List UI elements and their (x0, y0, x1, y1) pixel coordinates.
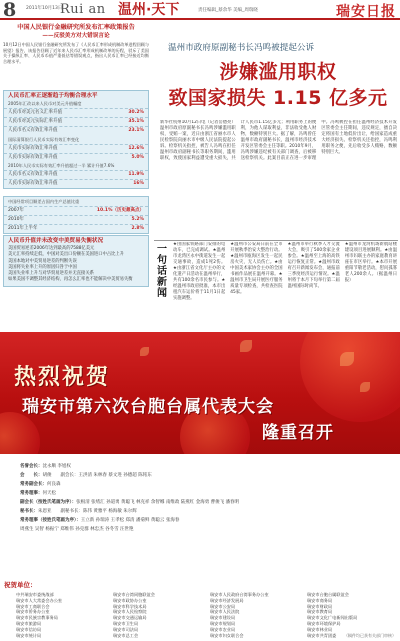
credit-row: 周燕生 吴智 杨振宁 郑维伟 孙克群 林忠杰 谷冬雪 汪世艳 (20, 527, 134, 532)
sponsor-item: 瑞安市人民政府台湾事务办公室 (210, 592, 269, 597)
banner-title: 瑞安市第六次台胞台属代表大会 (22, 397, 274, 417)
sponsors-list (16, 592, 398, 638)
sponsor-item: 瑞安市公安局 (210, 603, 236, 609)
left-column (3, 24, 149, 64)
sponsors-title: 祝贺单位： (4, 581, 37, 589)
decoration-petal (240, 340, 252, 352)
sponsor-item: 瑞安市林业局 (307, 626, 333, 632)
story-body (160, 120, 397, 238)
credit-row: 名誉会长：沈永顺 李旭权 (20, 464, 71, 469)
sponsor-item: 瑞安市人民法院 (210, 609, 240, 615)
brief-news-label: 一句话新闻 (157, 244, 167, 299)
table-row: 人民币实际有效汇率升值 16% (4, 179, 148, 188)
sponsor-item: 瑞安市经济发展局 (210, 597, 244, 603)
decoration-petal (360, 382, 370, 392)
trade-imbalance-box (3, 235, 149, 287)
credit-row: 常务理事（按姓氏笔画为序）：王立新 孙瑞涛 王孝松 郑清 潘菊鲜 黄聪云 张海春 (20, 518, 180, 523)
council-credits (20, 462, 395, 534)
credit-row: 常务理事：何天松 (20, 491, 56, 496)
decoration-petal (340, 352, 354, 366)
sponsor-item: 瑞安市环境保护局 (307, 620, 341, 626)
table1-head: 2005年汇改以来人民币对美元升值幅度 (8, 101, 82, 106)
decoration-circle (0, 412, 40, 454)
headline-line-1: 涉嫌滥用职权 (219, 61, 337, 83)
sponsor-item: 瑞安市工商联合会 (16, 603, 50, 609)
sponsor-item: 瑞安市总工会 (113, 632, 139, 638)
sponsor-item: 瑞安市民族宗教事务局 (16, 615, 58, 621)
table-row: 2010年 5.2% (4, 215, 148, 224)
issue-date: 2011年10月13日 (26, 6, 63, 11)
headline-line-2: 致国家损失 1.15 亿多元 (168, 87, 388, 109)
divider (154, 240, 398, 241)
table1-head2: 国际清算银行人民币实际有效汇率变化 (8, 137, 80, 142)
table1-title: 人民币汇率正逐渐趋于均衡合理水平 (8, 93, 98, 99)
sponsor-item: 中共瑞安市委统战部 (16, 592, 54, 597)
story-text: 新华社杭州10月12日电（记者岳德亮）温州市政府原副秘书长冯鸣涉嫌滥用职权、受贿一案，近日由浙江省丽水市人民检察院向丽水市中级人民法院提起公诉。检察机关指控，被告人冯鸣在担任温州市政府副秘书长等职务期间，滥用职权，致使国家利益遭受重大损失，共计人民币1.15亿多元；利用职务上的便利，为他人谋取利益，非法收受他人财物，数额特别巨大。据了解，冯鸣曾任温州市政府副秘书长，温州市经济技术开发区管委会主任等职。2010年9月，冯鸣涉嫌违纪被有关部门调查，后被移送检察机关。此案目前正在进一步审理中。冯鸣被控在担任温州经济技术开发区管委会主任期间，违反规定，擅自决定将国有土地低价出让，给国家造成重大经济损失。检察机关还指控，冯鸣利用职务之便，先后收受多人贿赂，数额特别巨大。 (160, 120, 397, 161)
sponsor-item: 瑞安市旅游局 (16, 620, 42, 626)
credit-row: 副会长（按姓氏笔画为序）：张根清 张绪汇 孙道勇 黄聪飞 林克祥 余智娜 南维政 陆燕红 金海勇 曹俊飞 潘春明 (20, 500, 240, 505)
table-row: 人民币对美元名义汇率升值 30.2% (4, 108, 148, 117)
table-row: 人民币实际有效汇率升值 12.6% (4, 144, 148, 153)
sponsor-item: 瑞安市农业局 (210, 626, 236, 632)
exchange-rate-table (3, 90, 149, 189)
masthead (0, 0, 400, 20)
brief-column: ★温州市公安局日前在全市开展秋季治安大整治行动。★温州市瓯海区发生一起民房火灾，无人员伤亡。★由中国美术家协会主办的全国书画作品展在温州开幕。★温州市卫生局开展医疗服务质量专项检查，共检查医院45家。 (230, 242, 283, 295)
sponsor-item: 瑞安市商务局 (307, 597, 333, 603)
list-item: 美元汇率持续走低，中国对美出口份额在美国进口中占比上升 (8, 252, 125, 258)
banner-greeting: 热烈祝贺 (14, 365, 111, 390)
brief-column: ★由国家铁路部门安排的电动车，已完成调试。★温州市龙湾区永中街道发生一起交通事故，造成1死2伤。★由浙江省文化厅主办的文化遗产日活动在温州举行，共有100余名市民参与。★经温州市政府批准，本市出租汽车运价将于11月1日起实施调整。 (173, 242, 226, 301)
sponsor-item: 瑞安市侨务办公室 (16, 609, 50, 615)
current-account-table (3, 196, 149, 234)
sponsor-item: 瑞安市信访局 (16, 626, 42, 632)
page-number: 8 (3, 0, 17, 21)
box3-title: 人民币升值并未改变中美贸易失衡状况 (8, 238, 104, 244)
credit-row: 秘书长：朱恩亚 副秘书长：陈伟 黄雅平 杨海敏 朱尔辉 (20, 509, 137, 514)
credit-row: 常务副会长：何良森 (20, 482, 61, 487)
sponsor-item: 瑞安市交通运输局 (113, 615, 147, 621)
sponsor-item: 瑞安市财政局 (307, 603, 333, 609)
sponsor-item: 瑞安市政协办公室 (113, 597, 147, 603)
list-item: 美国贸易逆差2006年达到最高的7588亿美元 (8, 246, 95, 251)
sponsor-item: 瑞安市人大常委会办公室 (16, 597, 63, 603)
left-subhead: ——反驳美方对大错误言论 (42, 33, 110, 39)
table-row: 人民币名义有效汇率升值 23.1% (4, 126, 148, 135)
brief-column: ★温州市龙湾机场新航站楼建设项目进展顺利。★由温州市妇联主办的家庭教育讲座在市区举行。★本市开展重阳节敬老活动，慰问孤寡老人200余人。（据温州日报） (344, 242, 397, 283)
sponsor-item: 瑞安市规划局 (210, 620, 236, 626)
brief-news (173, 242, 397, 330)
sponsor-item: 瑞安市文化广电新闻出版局 (307, 615, 358, 621)
sponsor-item: 瑞安市司法局 (113, 626, 139, 632)
list-item: 美国将失业率上升的原因归咎于中国 (8, 264, 77, 270)
brief-column: ★温州市举行秋季人才交流大会，吸引了500余家企业参会。★温州至上海的高铁运行恢复正常。★温州市政府召开新闻发布会，通报前三季度经济运行情况。★温州将于本月下旬举行第二届温州国际时尚节。 (287, 242, 340, 289)
sponsor-item: 瑞安市台胞台属联谊会 (307, 592, 349, 597)
section-title: 温州·天下 (118, 2, 180, 18)
sponsor-item: 瑞安市教育局 (307, 609, 333, 615)
sponsor-item: 瑞安市统计局 (16, 632, 42, 638)
list-item: 美国失业率上升与对华贸易逆差并无直接关系 (8, 271, 94, 277)
table-row: 人民币名义有效汇率升值 11.9% (4, 170, 148, 179)
footer-note: （稿件均已获有关部门审核） (344, 633, 396, 638)
table-row: 2007年 10.1%（历史最高点） (4, 206, 148, 215)
table-row: 人民币实际有效汇率升值 5.0% (4, 153, 148, 162)
sponsor-item: 瑞安市共青团委 (307, 632, 337, 638)
decoration-petal (140, 347, 149, 356)
sponsor-item: 瑞安市人民检察院 (113, 609, 147, 615)
newspaper-logo: 瑞安日报 (336, 4, 396, 20)
sponsor-item: 瑞安市台湾同胞联谊会 (113, 592, 155, 597)
table-row: 2011年上半年 2.8% (4, 224, 148, 233)
sponsor-item: 瑞安市卫生局 (113, 620, 139, 626)
ruian-wordmark: Rui an (60, 2, 106, 17)
left-intro-text: 10月12日中国人民银行金融研究所发布了《人民币汇率形成机制改革进程回顾与展望》报告，该报告回顾了近年来人民币汇率形成机制改革的历程，驳斥了美国关于操纵汇率、人民币币值严重低估等错误观点，指出人民币汇率已经接近均衡合理水平。 (3, 42, 149, 64)
list-item: 如果美国不调整其经济结构，再怎么汇率也不能解决中美贸易失衡 (8, 277, 133, 283)
sponsor-item: 瑞安市科学技术局 (113, 603, 147, 609)
left-headline: 中国人民银行金融研究所发布汇率政策报告 (17, 24, 135, 31)
table2-head: 中国经常项目顺差占国内生产总值比重 (8, 199, 80, 204)
story-headline (160, 59, 396, 111)
table-row: 人民币对美元实际汇率升值 35.1% (4, 117, 148, 126)
editor-credit: 责任编辑_蔡余华 美编_周瑞晓 (198, 8, 258, 13)
credit-row: 会 长：胡俊 副会长：王洪清 朱林春 蔡文进 孙德超 陈铭东 (20, 473, 152, 478)
banner-subtitle: 隆重召开 (262, 423, 334, 443)
sponsor-item: 瑞安市妇女联合会 (210, 632, 244, 638)
decoration-circle (300, 332, 400, 422)
list-item: 美国本地对中美贸易逆差的判断失误 (8, 258, 77, 264)
table1-note: 2010年人民币实际有效汇率升值超过一半 累计升值7.6% (8, 163, 115, 168)
story-kicker: 温州市政府原副秘书长冯鸣被提起公诉 (168, 43, 315, 53)
sponsor-item: 瑞安市建设局 (210, 615, 236, 621)
